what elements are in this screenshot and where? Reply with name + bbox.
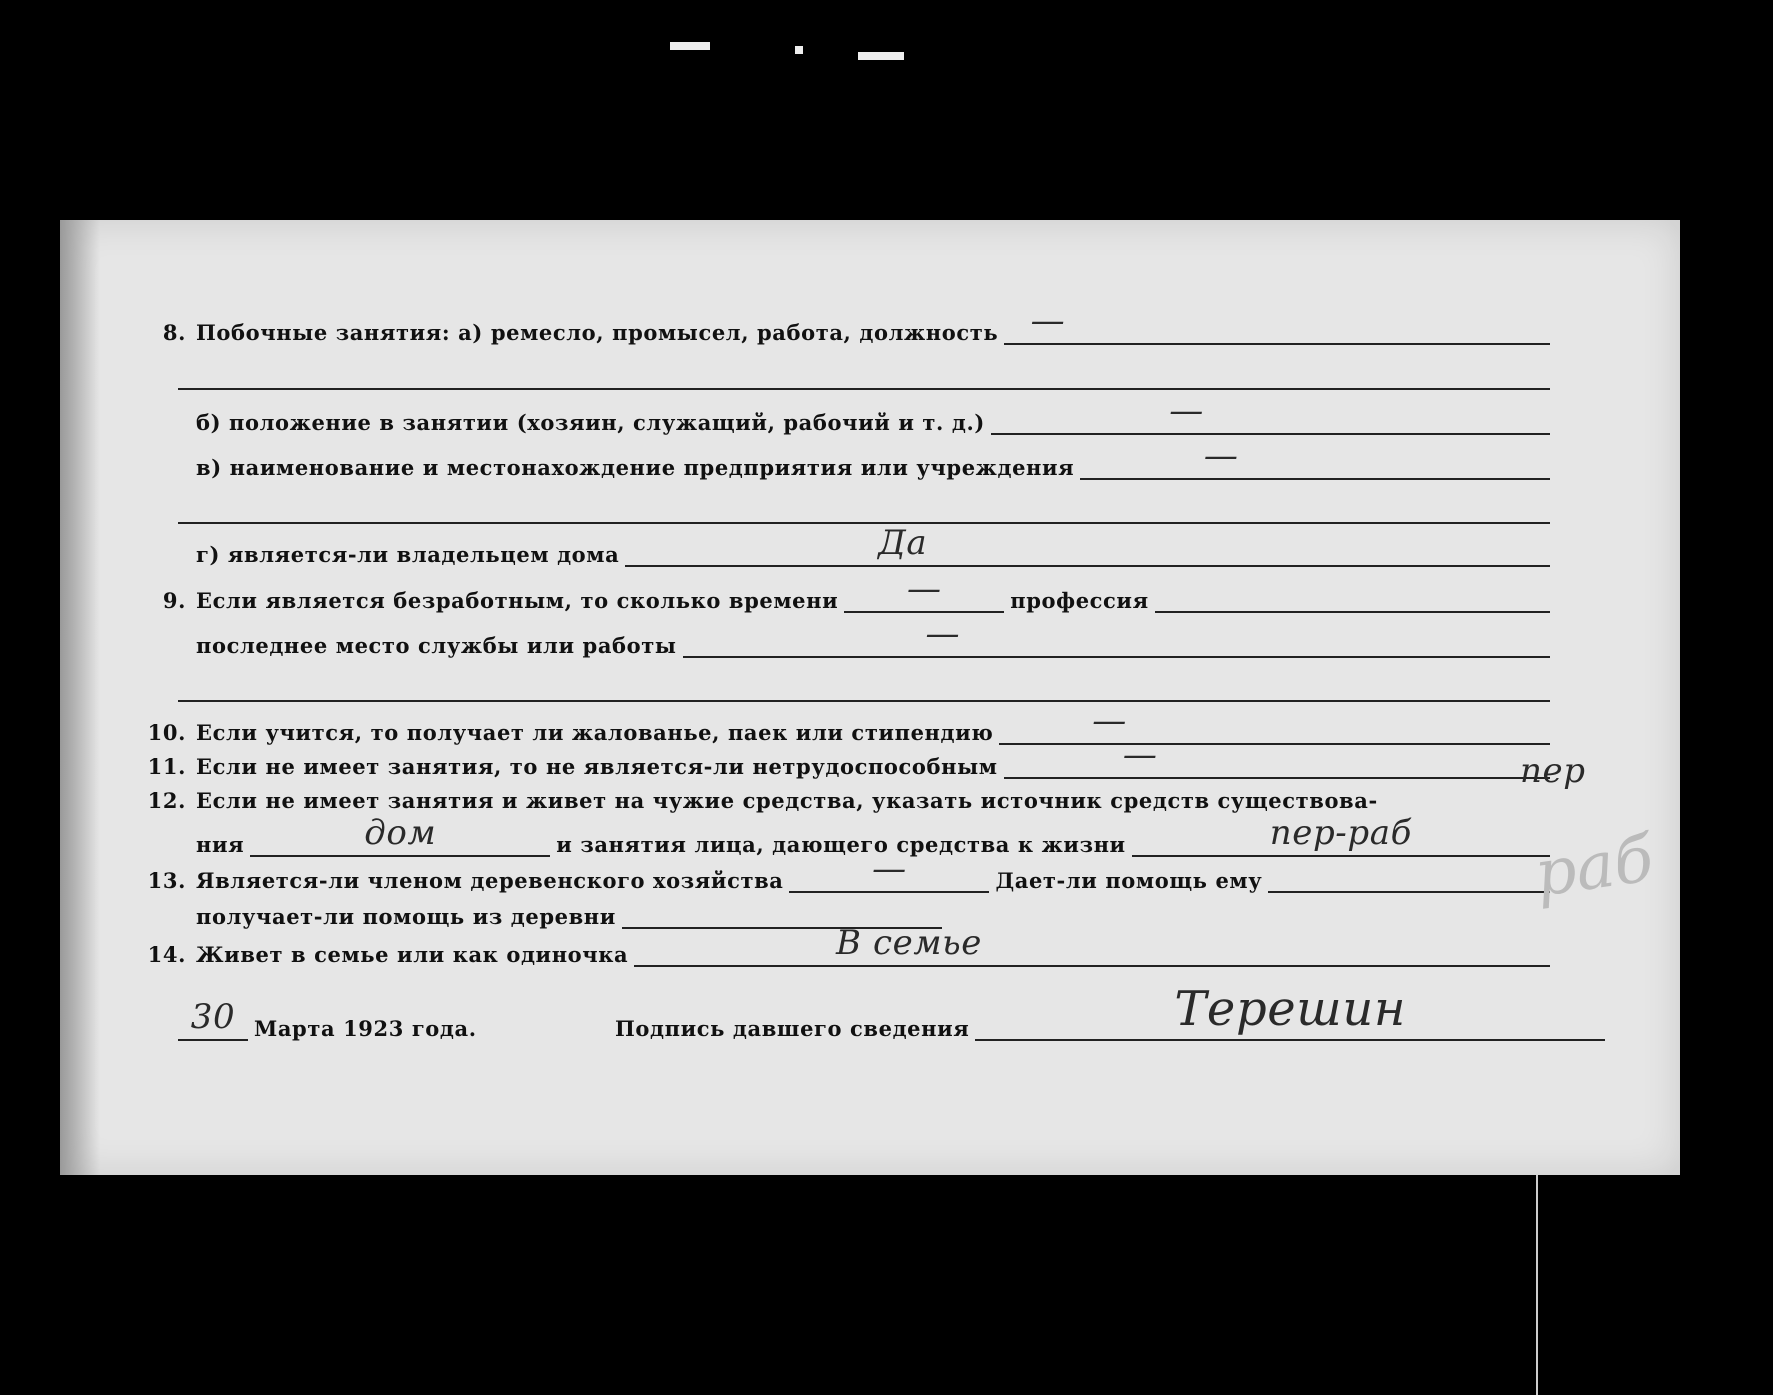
q8-a-row: [130, 301, 1550, 345]
q14-row: [130, 923, 1550, 967]
q9-profession-label: профессия: [1010, 588, 1149, 613]
q8-a-value: —: [1030, 301, 1066, 341]
q8-g-row: [196, 523, 1550, 567]
q8-b-value: —: [1169, 391, 1204, 431]
q14-label: Живет в семье или как одиночка: [196, 942, 629, 967]
footer-date-row: [178, 997, 598, 1041]
q11-field: [1004, 735, 1550, 779]
q12-source-field: [250, 813, 550, 857]
q13-member-value: —: [872, 849, 907, 889]
q9-last-place-value: —: [925, 614, 961, 654]
q8-a-continuation-line: [178, 388, 1550, 390]
q9-last-place-label: последнее место службы или работы: [196, 633, 677, 658]
q14-field: [634, 923, 1550, 967]
q9-continuation-line: [178, 700, 1550, 702]
q8-g-field: [625, 523, 1550, 567]
footer-day-field: [178, 997, 248, 1041]
q11-number: 11.: [147, 754, 186, 779]
q14-number: 14.: [147, 942, 186, 967]
q12-source-value: дом: [364, 813, 437, 853]
q12-number: 12.: [147, 788, 186, 813]
q13-receives-row: [196, 904, 1296, 929]
q11-row: [130, 735, 1550, 779]
q8-v-field: [1080, 436, 1550, 480]
q14-value: В семье: [835, 923, 982, 963]
q13-receives-label: получает-ли помощь из деревни: [196, 904, 616, 929]
q12-occupation-field: [1132, 813, 1550, 857]
q11-value: —: [1122, 735, 1158, 775]
scan-mark-2: [795, 46, 803, 54]
q12-label: Если не имеет занятия и живет на чужие средства, указать источник средств существова-: [196, 788, 1378, 813]
scan-mark-3: [858, 52, 904, 60]
q9-profession-field: [1155, 610, 1550, 613]
q10-field: [999, 701, 1550, 745]
margin-handwritten-note: раб: [1530, 822, 1658, 912]
q13-help-field: [1268, 890, 1550, 893]
q8-b-row: [196, 391, 1550, 435]
q12-occupation-label: и занятия лица, дающего средства к жизни: [556, 832, 1126, 857]
q8-b-label: б) положение в занятии (хозяин, служащий, рабочий и т. д.): [196, 410, 985, 435]
q10-label: Если учится, то получает ли жалованье, паек или стипендию: [196, 720, 994, 745]
q13-label: Является-ли членом деревенского хозяйства: [196, 868, 784, 893]
q8-a-field: [1004, 301, 1550, 345]
q13-member-field: [789, 849, 989, 893]
q12-occupation-value: пер-раб: [1269, 813, 1412, 853]
q9-row: [130, 569, 1550, 613]
q9-last-place-field: [683, 614, 1551, 658]
footer-day-value: 30: [190, 997, 236, 1037]
footer-date-label: Марта 1923 года.: [254, 1016, 477, 1041]
q8-g-value: Да: [878, 523, 928, 563]
q13-number: 13.: [147, 868, 186, 893]
q10-value: —: [1092, 701, 1127, 741]
scan-scratch-line: [1536, 1175, 1538, 1395]
footer-signature-value: Терешин: [1174, 981, 1407, 1037]
q9-label: Если является безработным, то сколько времени: [196, 588, 839, 613]
q13-help-label: Дает-ли помощь ему: [995, 868, 1263, 893]
q11-label: Если не имеет занятия, то не является-ли нетрудоспособным: [196, 754, 998, 779]
q9-last-place-row: [196, 614, 1550, 658]
q10-number: 10.: [147, 720, 186, 745]
q8-v-row: [196, 436, 1550, 480]
q9-time-value: —: [906, 569, 942, 609]
q12-label-cont: ния: [196, 832, 245, 857]
scan-mark-1: [670, 42, 710, 50]
q13-row: [130, 849, 1550, 893]
q8-v-label: в) наименование и местонахождение предприятия или учреждения: [196, 455, 1075, 480]
document-card: [60, 220, 1680, 1175]
q8-g-label: г) является-ли владельцем дома: [196, 542, 620, 567]
footer-signature-row: [615, 981, 1605, 1041]
footer-signature-label: Подпись давшего сведения: [615, 1016, 970, 1041]
q9-time-field: [844, 569, 1004, 613]
q10-row: [130, 701, 1550, 745]
q8-v-value: —: [1203, 436, 1239, 476]
q12-value-above: пер: [1520, 751, 1586, 791]
q8-number: 8.: [162, 320, 186, 345]
q9-number: 9.: [162, 588, 186, 613]
q8-a-label: Побочные занятия: а) ремесло, промысел, работа, должность: [196, 320, 999, 345]
q8-v-continuation-line: [178, 522, 1550, 524]
q8-b-field: [991, 391, 1550, 435]
footer-signature-field: [975, 981, 1605, 1041]
